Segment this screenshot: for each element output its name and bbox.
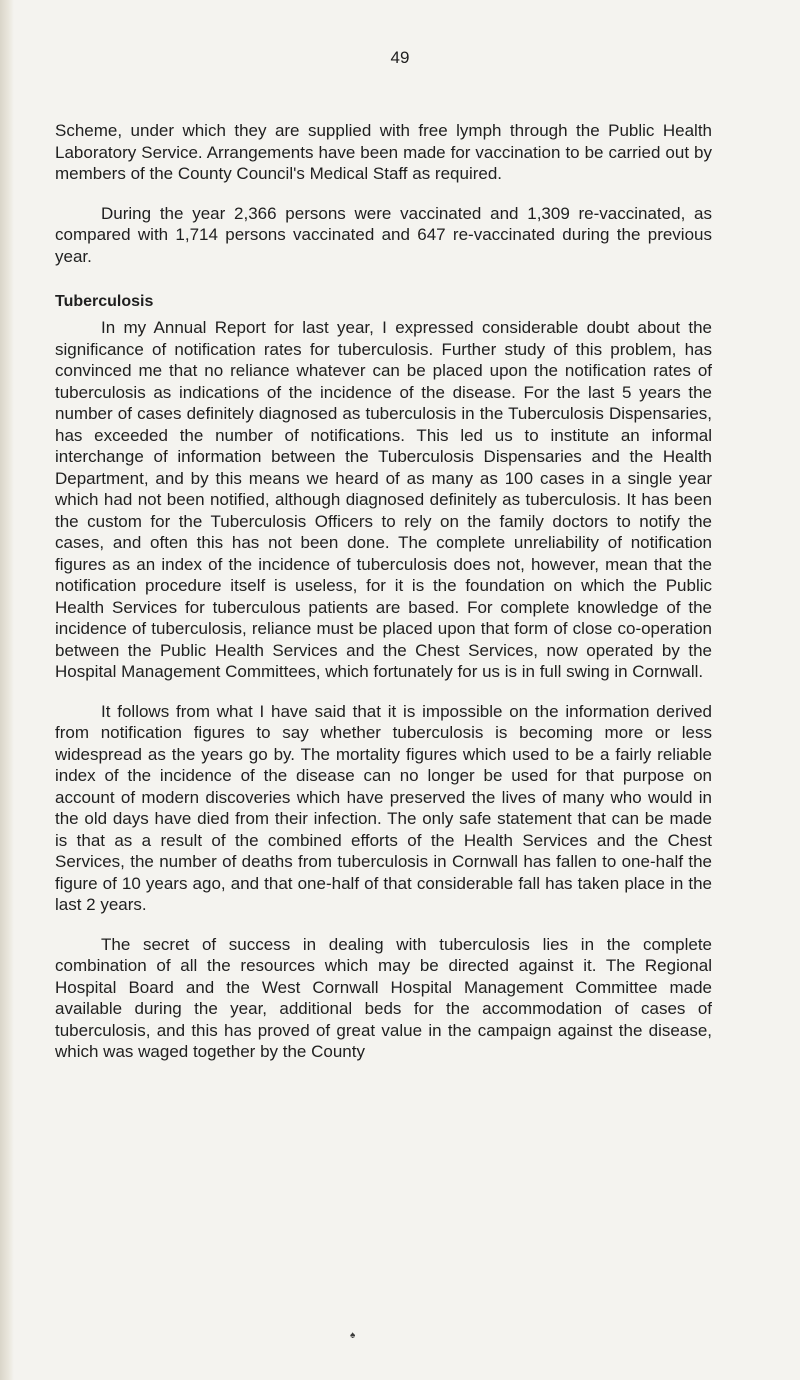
intro-paragraph: Scheme, under which they are supplied with free lymph through the Public Health Laboratory Service. Arrangements have been made for vaccination to be carried out by members of the County Council's Medical Staff as required. bbox=[55, 121, 712, 183]
vaccination-paragraph: During the year 2,366 persons were vaccinated and 1,309 re-vaccinated, as compared with 1,714 persons vaccinated and 647 re-vaccinated during the previous year. bbox=[55, 203, 712, 266]
section-heading-tuberculosis: Tuberculosis bbox=[55, 293, 154, 310]
tuberculosis-paragraph-1: In my Annual Report for last year, I expressed considerable doubt about the significance of notification rates for tuberculosis. Further study of this problem, has convinced me that no reliance whatever can be placed upon the notification rates of tuberculosis as indications of the incidence of the disease. For the last 5 years the number of cases definitely diagnosed as tuberculosis in the Tuberculosis Dispensaries, has exceeded the number of notifications. This led us to institute an informal interchange of information between the Tuberculosis Dispensaries and the Health Department, and by this means we heard of as many as 100 cases in a single year which had not been notified, although diagnosed definitely as tuberculosis. It has been the custom for the Tuberculosis Officers to rely on the family doctors to notify the cases, and often this has not been done. The complete unreliability of notification figures as an index of the incidence of tuberculosis does not, however, mean that the notification procedure itself is useless, for it is the foundation on which the Public Health Services for tuberculous patients are based. For complete knowledge of the incidence of tuberculosis, reliance must be placed upon that form of close co-operation between the Public Health Services and the Chest Services, now operated by the Hospital Management Committees, which fortunately for us is in full swing in Cornwall. bbox=[55, 318, 712, 681]
page-body bbox=[55, 120, 712, 1081]
printer-mark: ♠ bbox=[350, 1330, 356, 1341]
page-number: 49 bbox=[390, 48, 410, 67]
page-binding-edge bbox=[0, 0, 14, 1380]
tuberculosis-paragraph-3: The secret of success in dealing with tuberculosis lies in the complete combination of all the resources which may be directed against it. The Regional Hospital Board and the West Cornwall Hospital Management Committee made available during the year, additional beds for the accommodation of cases of tuberculosis, and this has proved of great value in the campaign against the disease, which was waged together by the County bbox=[55, 934, 712, 1061]
tuberculosis-paragraph-2: It follows from what I have said that it is impossible on the information derived from notification figures to say whether tuberculosis is becoming more or less widespread as the years go by. The mortality figures which used to be a fairly reliable index of the incidence of the disease can no longer be used for that purpose on account of modern discoveries which have preserved the lives of many who would in the old days have died from their infection. The only safe statement that can be made is that as a result of the combined efforts of the Health Services and the Chest Services, the number of deaths from tuberculosis in Cornwall has fallen to one-half the figure of 10 years ago, and that one-half of that considerable fall has taken place in the last 2 years. bbox=[55, 701, 712, 914]
